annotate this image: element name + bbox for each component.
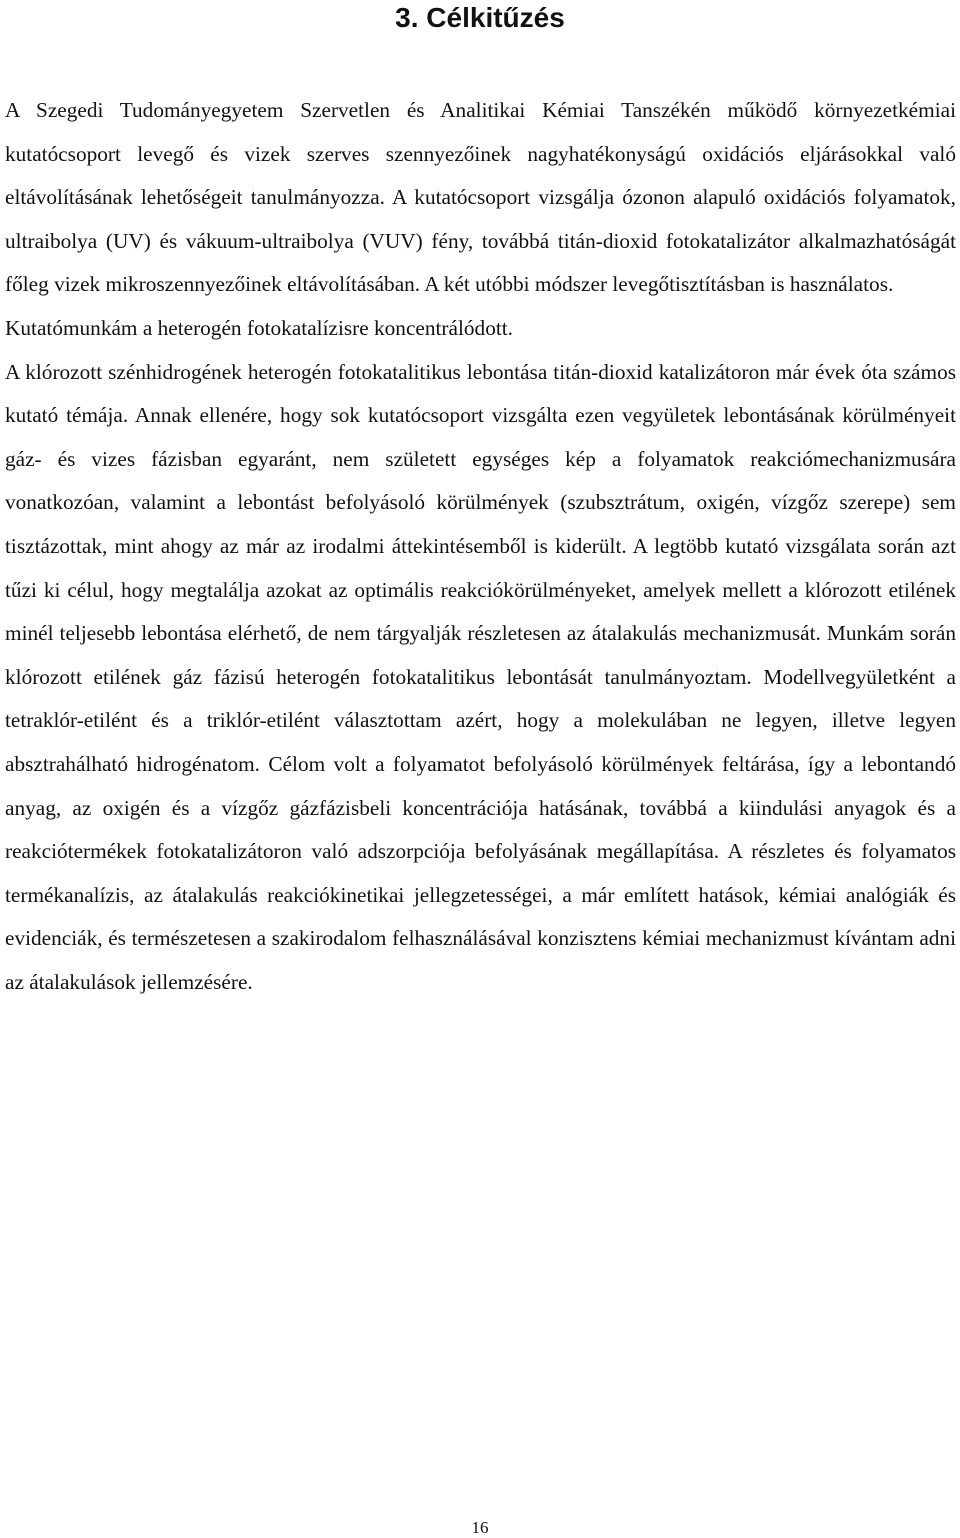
paragraph-intro: A Szegedi Tudományegyetem Szervetlen és Analitikai Kémiai Tanszékén működő környezetkémiai kutatócsoport levegő és vizek szerves szennyezőinek nagyhatékonyságú oxidációs eljárásokkal való eltávolításának lehetőségeit tanulmányozza. A kutatócsoport vizsgálja ózonon alapuló oxidációs folyamatok, ultraibolya (UV) és vákuum-ultraibolya (VUV) fény, továbbá titán-dioxid fotokatalizátor alkalmazhatóságát főleg vizek mikroszennyezőinek eltávolításában. A két utóbbi módszer levegőtisztításban is használatos. [5, 98, 956, 297]
section-heading: 3. Célkitűzés [395, 2, 565, 33]
paragraph-focus: Kutatómunkám a heterogén fotokatalízisre koncentrálódott. [5, 315, 513, 340]
paragraph-objectives: A klórozott szénhidrogének heterogén fotokatalitikus lebontása titán-dioxid katalizátoron már évek óta számos kutató témája. Annak ellenére, hogy sok kutatócsoport vizsgálta ezen vegyületek lebontásának körülményeit gáz- és vizes fázisban egyaránt, nem született egységes kép a folyamatok reakciómechanizmusára vonatkozóan, valamint a lebontást befolyásoló körülmények (szubsztrátum, oxigén, vízgőz szerepe) sem tisztázottak, mint ahogy az már az irodalmi áttekintésemből is kiderült. A legtöbb kutató vizsgálata során azt tűzi ki célul, hogy megtalálja azokat az optimális reakciókörülményeket, amelyek mellett a klórozott etilének minél teljesebb lebontása elérhető, de nem tárgyalják részletesen az átalakulás mechanizmusát. Munkám során klórozott etilének gáz fázisú heterogén fotokatalitikus lebontását tanulmányoztam. Modellvegyületként a tetraklór-etilént és a triklór-etilént választottam azért, hogy a molekulában ne legyen, illetve legyen absztrahálható hidrogénatom. Célom volt a folyamatot befolyásoló körülmények feltárása, így a lebontandó anyag, az oxigén és a vízgőz gázfázisbeli koncentrációja hatásának, továbbá a kiindulási anyagok és a reakciótermékek fotokatalizátoron való adszorpciója befolyásának megállapítása. A részletes és folyamatos termékanalízis, az átalakulás reakciókinetikai jellegzetességei, a már említett hatások, kémiai analógiák és evidenciák, és természetesen a szakirodalom felhasználásával konzisztens kémiai mechanizmust kívántam adni az átalakulások jellemzésére. [5, 359, 956, 994]
body-text [5, 89, 956, 1004]
page-number: 16 [471, 1518, 489, 1537]
